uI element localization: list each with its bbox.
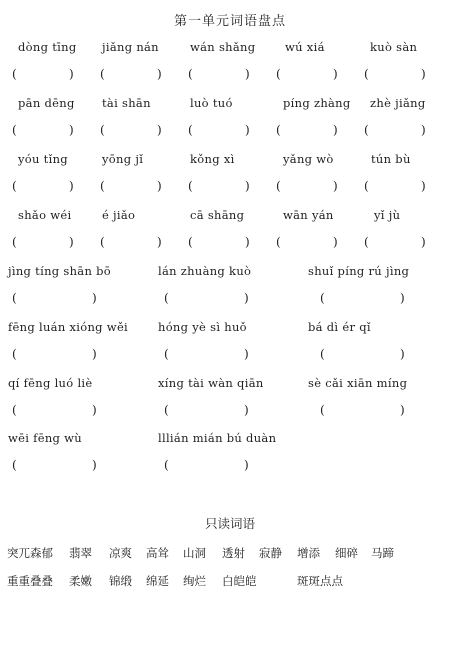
right-paren: )	[245, 235, 250, 249]
right-paren: )	[69, 123, 74, 137]
answer-blank[interactable]	[12, 403, 100, 419]
left-paren: (	[276, 179, 281, 193]
exercise-row	[0, 376, 460, 432]
read-only-word: 增添	[297, 546, 320, 560]
left-paren: (	[164, 458, 169, 472]
left-paren: (	[276, 67, 281, 81]
right-paren: )	[333, 67, 338, 81]
word-line	[7, 545, 447, 563]
pinyin-prompt: yǐ jù	[374, 208, 401, 222]
answer-blank[interactable]	[12, 67, 77, 83]
right-paren: )	[244, 291, 249, 305]
left-paren: (	[12, 291, 17, 305]
answer-blank[interactable]	[276, 67, 341, 83]
left-paren: (	[364, 235, 369, 249]
pinyin-prompt: lllián mián bú duàn	[158, 431, 277, 445]
left-paren: (	[320, 347, 325, 361]
left-paren: (	[188, 179, 193, 193]
right-paren: )	[400, 347, 405, 361]
read-only-word: 高耸	[146, 546, 169, 560]
left-paren: (	[364, 179, 369, 193]
left-paren: (	[100, 67, 105, 81]
answer-blank[interactable]	[164, 291, 252, 307]
read-only-word: 翡翠	[69, 546, 92, 560]
word-line	[7, 573, 447, 591]
answer-blank[interactable]	[188, 67, 253, 83]
exercise-row	[0, 96, 460, 152]
left-paren: (	[12, 403, 17, 417]
left-paren: (	[164, 403, 169, 417]
left-paren: (	[276, 235, 281, 249]
answer-blank[interactable]	[364, 123, 429, 139]
right-paren: )	[421, 67, 426, 81]
read-only-word: 细碎	[335, 546, 358, 560]
answer-blank[interactable]	[164, 347, 252, 363]
left-paren: (	[320, 291, 325, 305]
left-paren: (	[164, 291, 169, 305]
exercise-row	[0, 320, 460, 376]
pinyin-prompt: yóu tǐng	[18, 152, 68, 166]
left-paren: (	[364, 67, 369, 81]
right-paren: )	[333, 123, 338, 137]
answer-blank[interactable]	[188, 235, 253, 251]
pinyin-prompt: sè cǎi xiān míng	[308, 376, 408, 390]
answer-blank[interactable]	[320, 347, 408, 363]
pinyin-prompt: wēi fēng wù	[8, 431, 83, 445]
pinyin-prompt: jiǎng nán	[102, 40, 159, 54]
right-paren: )	[333, 235, 338, 249]
answer-blank[interactable]	[188, 179, 253, 195]
pinyin-prompt: cā shāng	[190, 208, 245, 222]
read-only-word: 白皑皑	[222, 574, 257, 588]
left-paren: (	[12, 458, 17, 472]
pinyin-prompt: wán shǎng	[190, 40, 256, 54]
read-only-word: 绚烂	[183, 574, 206, 588]
read-only-word: 透射	[222, 546, 245, 560]
pinyin-prompt: tún bù	[371, 152, 411, 166]
right-paren: )	[92, 403, 97, 417]
right-paren: )	[244, 347, 249, 361]
pinyin-prompt: zhè jiǎng	[370, 96, 426, 110]
answer-blank[interactable]	[100, 179, 165, 195]
read-only-word: 斑斑点点	[297, 574, 343, 588]
right-paren: )	[157, 123, 162, 137]
right-paren: )	[245, 123, 250, 137]
answer-blank[interactable]	[12, 235, 77, 251]
left-paren: (	[12, 347, 17, 361]
answer-blank[interactable]	[276, 179, 341, 195]
exercise-row	[0, 264, 460, 320]
read-only-word: 突兀森郁	[7, 546, 53, 560]
right-paren: )	[421, 179, 426, 193]
pinyin-prompt: qí fēng luó liè	[8, 376, 93, 390]
read-only-word: 马蹄	[371, 546, 394, 560]
right-paren: )	[400, 403, 405, 417]
right-paren: )	[92, 291, 97, 305]
right-paren: )	[421, 123, 426, 137]
answer-blank[interactable]	[320, 403, 408, 419]
pinyin-prompt: fēng luán xióng wěi	[8, 320, 129, 334]
pinyin-prompt: wān yán	[283, 208, 334, 222]
answer-blank[interactable]	[12, 179, 77, 195]
right-paren: )	[157, 179, 162, 193]
pinyin-prompt: kuò sàn	[370, 40, 418, 54]
pinyin-prompt: shǎo wéi	[18, 208, 72, 222]
answer-blank[interactable]	[164, 458, 252, 474]
pinyin-prompt: wú xiá	[285, 40, 325, 54]
answer-blank[interactable]	[12, 347, 100, 363]
left-paren: (	[12, 179, 17, 193]
answer-blank[interactable]	[100, 67, 165, 83]
read-only-word: 锦缎	[109, 574, 132, 588]
pinyin-prompt: kǒng xì	[190, 152, 235, 166]
answer-blank[interactable]	[188, 123, 253, 139]
answer-blank[interactable]	[320, 291, 408, 307]
pinyin-prompt: luò tuó	[190, 96, 233, 110]
answer-blank[interactable]	[364, 235, 429, 251]
pinyin-prompt: tài shān	[102, 96, 151, 110]
answer-blank[interactable]	[12, 458, 100, 474]
answer-blank[interactable]	[364, 67, 429, 83]
left-paren: (	[320, 403, 325, 417]
right-paren: )	[92, 458, 97, 472]
pinyin-prompt: bá dì ér qǐ	[308, 320, 371, 334]
answer-blank[interactable]	[12, 123, 77, 139]
pinyin-prompt: xíng tài wàn qiān	[158, 376, 264, 390]
pinyin-prompt: yōng jǐ	[102, 152, 144, 166]
right-paren: )	[421, 235, 426, 249]
left-paren: (	[100, 235, 105, 249]
left-paren: (	[164, 347, 169, 361]
answer-blank[interactable]	[276, 123, 341, 139]
read-only-word: 绵延	[146, 574, 169, 588]
pinyin-prompt: shuǐ píng rú jìng	[308, 264, 410, 278]
read-only-word: 寂静	[259, 546, 282, 560]
pinyin-prompt: dòng tīng	[18, 40, 77, 54]
answer-blank[interactable]	[276, 235, 341, 251]
read-only-word: 重重叠叠	[7, 574, 53, 588]
right-paren: )	[157, 67, 162, 81]
pinyin-prompt: hóng yè sì huǒ	[158, 320, 247, 334]
right-paren: )	[244, 403, 249, 417]
right-paren: )	[69, 235, 74, 249]
answer-blank[interactable]	[364, 179, 429, 195]
answer-blank[interactable]	[12, 291, 100, 307]
exercise-row	[0, 208, 460, 264]
right-paren: )	[400, 291, 405, 305]
left-paren: (	[188, 235, 193, 249]
answer-blank[interactable]	[100, 123, 165, 139]
pinyin-prompt: pān dēng	[18, 96, 75, 110]
left-paren: (	[12, 123, 17, 137]
right-paren: )	[333, 179, 338, 193]
left-paren: (	[364, 123, 369, 137]
read-only-word: 凉爽	[109, 546, 132, 560]
left-paren: (	[100, 123, 105, 137]
pinyin-prompt: píng zhàng	[283, 96, 351, 110]
section-subtitle: 只读词语	[204, 516, 255, 531]
exercise-row	[0, 152, 460, 208]
pinyin-prompt: lán zhuàng kuò	[158, 264, 252, 278]
right-paren: )	[244, 458, 249, 472]
page-title: 第一单元词语盘点	[173, 14, 286, 29]
left-paren: (	[188, 123, 193, 137]
left-paren: (	[12, 235, 17, 249]
read-only-word: 柔嫩	[69, 574, 92, 588]
exercise-row	[0, 431, 460, 487]
pinyin-prompt: jìng tíng shān bō	[8, 264, 112, 278]
right-paren: )	[92, 347, 97, 361]
right-paren: )	[69, 179, 74, 193]
pinyin-prompt: é jiǎo	[102, 208, 136, 222]
answer-blank[interactable]	[100, 235, 165, 251]
right-paren: )	[245, 67, 250, 81]
pinyin-prompt: yǎng wò	[283, 152, 334, 166]
read-only-word: 山洞	[183, 546, 206, 560]
answer-blank[interactable]	[164, 403, 252, 419]
left-paren: (	[100, 179, 105, 193]
left-paren: (	[12, 67, 17, 81]
exercise-row	[0, 40, 460, 96]
right-paren: )	[157, 235, 162, 249]
right-paren: )	[69, 67, 74, 81]
right-paren: )	[245, 179, 250, 193]
left-paren: (	[188, 67, 193, 81]
left-paren: (	[276, 123, 281, 137]
